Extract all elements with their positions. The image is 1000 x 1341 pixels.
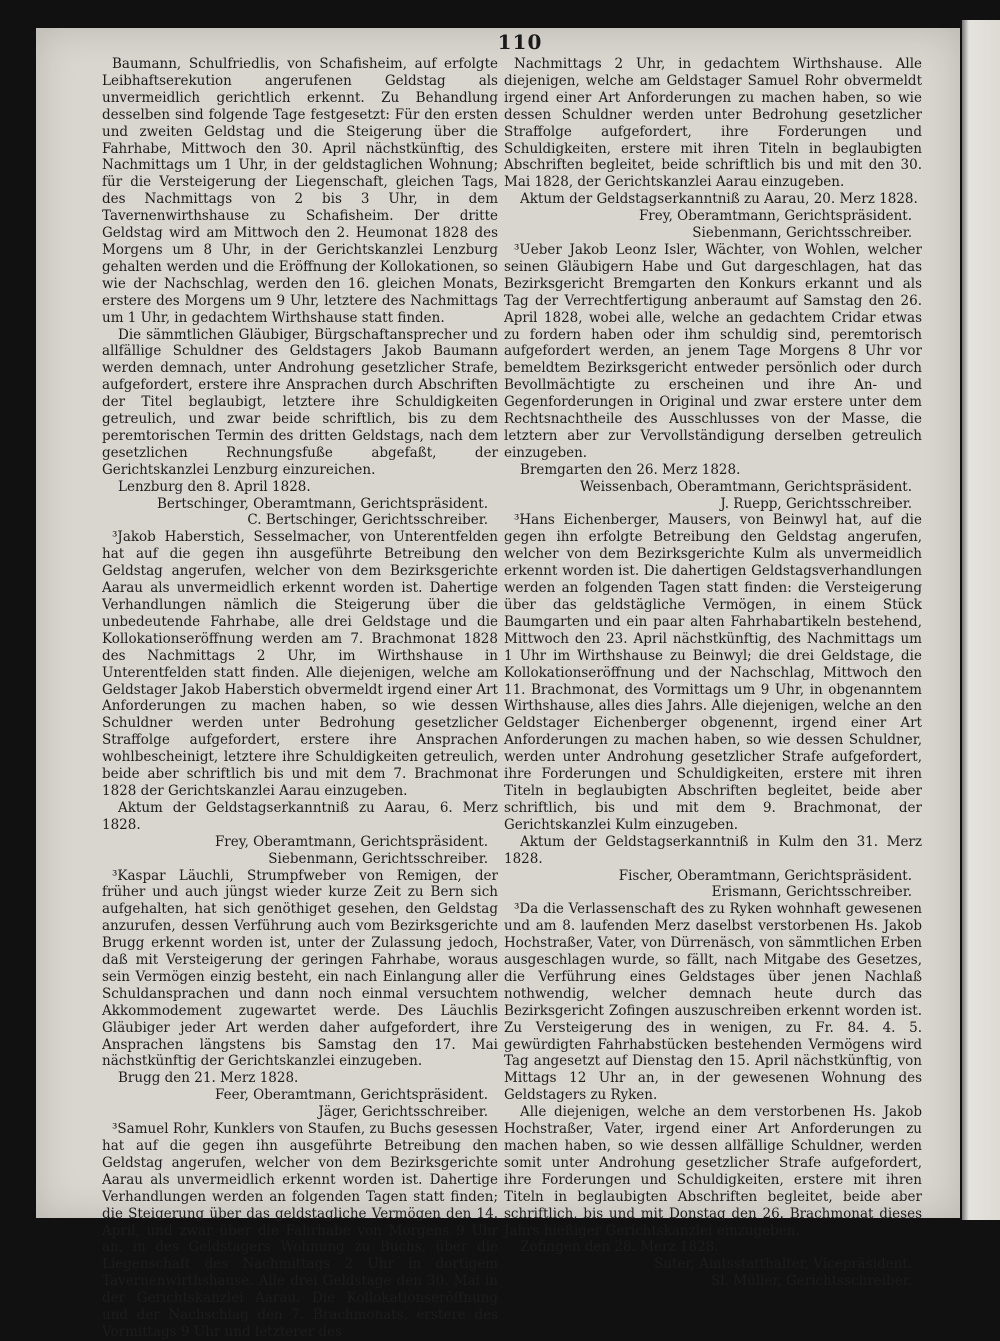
signature-line: J. Ruepp, Gerichtsschreiber. xyxy=(720,495,912,512)
signature-line: Frey, Oberamtmann, Gerichtspräsident. xyxy=(638,208,912,225)
dateline: Aktum der Geldstagserkanntniß zu Aarau, 20. Merz 1828. xyxy=(520,191,918,208)
notice-paragraph: Nachmittags 2 Uhr, in gedachtem Wirthshause. Alle diejenigen, welche am Geldstager Samuel Rohr obvermeldt irgend einer Art Anforderungen zu machen haben, so wie dessen Schuldner werden unter Bedrohung gesetzlicher Straffolge aufgefordert, ihre Forderungen und Schuldigkeiten, erstere mit ihren Titeln in beglaubigten Abschriften begleitet, beide schriftlich bis und mit den 30. Mai 1828, der Gerichtskanzlei Aarau einzugeben. xyxy=(504,56,922,191)
left-column xyxy=(102,56,498,1341)
signature-line: Bertschinger, Oberamtmann, Gerichtspräsident. xyxy=(156,495,488,512)
dateline: Bremgarten den 26. Merz 1828. xyxy=(520,461,741,478)
notice-paragraph: Baumann, Schulfriedlis, von Schafisheim, auf erfolgte Leibhaftserekution angerufenen Geldstag als unvermeidlich gerichtlich erkennt. Zu Behandlung desselben sind folgende Tage festgesetzt: Für den ersten und zweiten Geldstag und die Steigerung über die Fahrhabe, Mittwoch den 30. April nächstkünftig, des Nachmittags um 1 Uhr, in der geldstaglichen Wohnung; für die Versteigerung der Liegenschaft, gleichen Tags, des Nachmittags von 2 bis 3 Uhr, in dem Tavernenwirthshause zu Schafisheim. Der dritte Geldstag wird am Mittwoch den 2. Heumonat 1828 des Morgens um 8 Uhr, in der Gerichtskanzlei Lenzburg gehalten werden und die Eröffnung der Kollokationen, so wie der Nachschlag, werden den 16. gleichen Monats, erstere des Morgens um 9 Uhr, letztere des Nachmittags um 1 Uhr, in gedachtem Wirthshause statt finden. xyxy=(102,56,498,326)
signature-line: Erismann, Gerichtsschreiber. xyxy=(711,884,912,901)
notice-paragraph: ³Da die Verlassenschaft des zu Ryken wohnhaft gewesenen und am 8. laufenden Merz daselbst verstorbenen Hs. Jakob Hochstraßer, Vater, von Dürrenäsch, von sämmtlichen Erben ausgeschlagen wurde, so fällt, nach Mitgabe des Gesetzes, die Verführung eines Geldstages über jenen Nachlaß nothwendig, welcher demnach heute durch das Bezirksgericht Zofingen auszuschreiben erkennt worden ist. Zu Versteigerung des in wenigen, zu Fr. 84. 4. 5. gewürdigten Fahrhabstücken bestehenden Vermögens wird Tag angesetzt auf Dienstag den 15. April nächstkünftig, von Mittags 12 Uhr an, in der gewesenen Wohnung des Geldstagers zu Ryken. xyxy=(504,901,922,1104)
signature-line: Fischer, Oberamtmann, Gerichtspräsident. xyxy=(618,867,912,884)
signature-line: C. Bertschinger, Gerichtsschreiber. xyxy=(247,512,488,529)
signature-line: Siebenmann, Gerichtsschreiber. xyxy=(692,225,912,242)
dateline: Brugg den 21. Merz 1828. xyxy=(118,1070,299,1087)
signature-line: Frey, Oberamtmann, Gerichtspräsident. xyxy=(214,833,488,850)
dateline: Zofingen den 28. Merz 1828. xyxy=(520,1239,719,1256)
right-column xyxy=(504,56,922,1290)
dateline: Aktum der Geldstagserkanntniß in Kulm den 31. Merz 1828. xyxy=(504,833,922,867)
dateline: Aktum der Geldstagserkanntniß zu Aarau, 6. Merz 1828. xyxy=(102,799,498,833)
next-page-edge xyxy=(962,20,1000,1220)
signature-line: Sl. Müller, Gerichtsschreiber. xyxy=(711,1273,912,1290)
signature-line: Weissenbach, Oberamtmann, Gerichtspräsident. xyxy=(580,478,912,495)
notice-paragraph: ³Hans Eichenberger, Mausers, von Beinwyl hat, auf die gegen ihn erfolgte Betreibung den Geldstag angerufen, welcher von dem Bezirksgerichte Kulm als unvermeidlich erkennt worden ist. Die dahertigen Geldstagsverhandlungen werden an folgenden Tagen statt finden: die Versteigerung über das geldstägliche Vermögen, in einem Stück Baumgarten und ein paar alten Fahrhabartikeln bestehend, Mittwoch den 23. April nächstkünftig, des Nachmittags um 1 Uhr im Wirthshause zu Beinwyl; die drei Geldstage, die Kollokationseröffnung und der Nachschlag, Mittwoch den 11. Brachmonat, des Vormittags um 9 Uhr, in obgenanntem Wirthshause, alles dies Jahrs. Alle diejenigen, welche an den Geldstager Eichenberger obgenennt, irgend einer Art Anforderungen zu machen haben, so wie dessen Schuldner, werden unter Androhung gesetzlicher Strafe aufgefordert, ihre Forderungen und Schuldigkeiten, erstere mit ihren Titeln in beglaubigten Abschriften begleitet, beide aber schriftlich, bis und mit dem 9. Brachmonat, der Gerichtskanzlei Kulm einzugeben. xyxy=(504,512,922,833)
notice-paragraph: ³Jakob Haberstich, Sesselmacher, von Unterentfelden hat auf die gegen ihn ausgeführte Betreibung den Geldstag angerufen, welcher von dem Bezirksgerichte Aarau als unvermeidlich erkennt worden ist. Dahertige Verhandlungen nämlich die Steigerung über die unbedeutende Fahrhabe, alle drei Geldstage und die Kollokationseröffnung werden am 7. Brachmonat 1828 des Nachmittags 2 Uhr, im Wirthshause in Unterentfelden statt finden. Alle diejenigen, welche am Geldstager Jakob Haberstich obvermeldt irgend einer Art Anforderungen zu machen haben, so wie dessen Schuldner werden unter Bedrohung gesetzlicher Straffolge aufgefordert, erstere ihre Ansprachen wohlbescheinigt, letztere ihre Schuldigkeiten getreulich, beide aber schriftlich bis und mit dem 7. Brachmonat 1828 der Gerichtskanzlei Aarau einzugeben. xyxy=(102,529,498,799)
dateline: Lenzburg den 8. April 1828. xyxy=(118,478,311,495)
signature-line: Suter, Amtsstatthalter, Vicepräsident. xyxy=(654,1256,912,1273)
notice-paragraph: Alle diejenigen, welche an dem verstorbenen Hs. Jakob Hochstraßer, Vater, irgend einer Art Anforderungen zu machen haben, so wie dessen allfällige Schuldner, werden somit unter Androhung gesetzlicher Strafe aufgefordert, ihre Forderungen und Schuldigkeiten, erstere mit ihren Titeln in beglaubigten Abschriften begleitet, beide aber schriftlich, bis und mit Donstag den 26. Brachmonat dieses Jahrs hießiger Gerichtskanzlei einzugeben. xyxy=(504,1104,922,1239)
signature-line: Jäger, Gerichtsschreiber. xyxy=(318,1104,488,1121)
signature-line: Feer, Oberamtmann, Gerichtspräsident. xyxy=(215,1087,488,1104)
signature-line: Siebenmann, Gerichtsschreiber. xyxy=(268,850,488,867)
notice-paragraph: ³Ueber Jakob Leonz Isler, Wächter, von Wohlen, welcher seinen Gläubigern Habe und Gut dargeschlagen, hat das Bezirksgericht Bremgarten den Konkurs erkannt und als Tag der Verrechtfertigung anberaumt auf Samstag den 26. April 1828, wobei alle, welche an gedachtem Cridar etwas zu fordern haben oder ihm schuldig sind, peremtorisch aufgefordert werden, an jenem Tage Morgens 8 Uhr vor bemeldtem Bezirksgericht entweder persönlich oder durch Bevollmächtigte zu erscheinen und ihre An- und Gegenforderungen in Original und zwar erstere unter dem Rechtsnachtheile des Ausschlusses von der Masse, die letztern aber zur Vervollständigung derselben getreulich einzugeben. xyxy=(504,241,922,461)
notice-paragraph: ³Samuel Rohr, Kunklers von Staufen, zu Buchs gesessen hat auf die gegen ihn ausgeführte Betreibung den Geldstag angerufen, welcher von dem Bezirksgerichte Aarau als unvermeidlich erkennt worden ist. Dahertige Verhandlungen werden an folgenden Tagen statt finden; die Steigerung über das geldstagliche Vermögen den 14. April, und zwar über die Fahrhabe von Morgens 9 Uhr an, in des Geldstagers Wohnung zu Buchs, über die Liegenschaft des Nachmittags 2 Uhr in dortigem Tavernenwirthshause. Alle drei Geldstage den 30. Mai in der Gerichtskanzlei Aarau. Die Kollokationseröffnung und der Nachschlag den 7. Brachmonats, erstere des Vormittags 9 Uhr und letzterer des xyxy=(102,1121,498,1340)
notice-paragraph: ³Kaspar Läuchli, Strumpfweber von Remigen, der früher und auch jüngst wieder kurze Zeit zu Bern sich aufgehalten, hat sich genöthiget gesehen, den Geldstag anzurufen, dessen Verführung auch vom Bezirksgerichte Brugg erkennt worden ist, unter der Zulassung jedoch, daß mit Versteigerung der geringen Fahrhabe, woraus sein Vermögen einzig besteht, ein nach Einlangung aller Schuldansprachen und dann noch einmal versuchtem Akkommodement zugewartet werde. Des Läuchlis Gläubiger jeder Art werden daher aufgefordert, ihre Ansprachen längstens bis Samstag den 17. Mai nächstkünftig der Gerichtskanzlei einzugeben. xyxy=(102,867,498,1070)
page-number: 110 xyxy=(497,30,543,54)
notice-paragraph: Die sämmtlichen Gläubiger, Bürgschaftansprecher und allfällige Schuldner des Geldstagers Jakob Baumann werden demnach, unter Androhung gesetzlicher Strafe, aufgefordert, erstere ihre Ansprachen durch Abschriften der Titel beglaubigt, letztere ihre Schuldigkeiten getreulich, und zwar beide schriftlich, bis zu dem peremtorischen Termin des dritten Geldstags, nach dem gesetzlichen Rechnungsfuße abgefaßt, der Gerichtskanzlei Lenzburg einzureichen. xyxy=(102,326,498,478)
